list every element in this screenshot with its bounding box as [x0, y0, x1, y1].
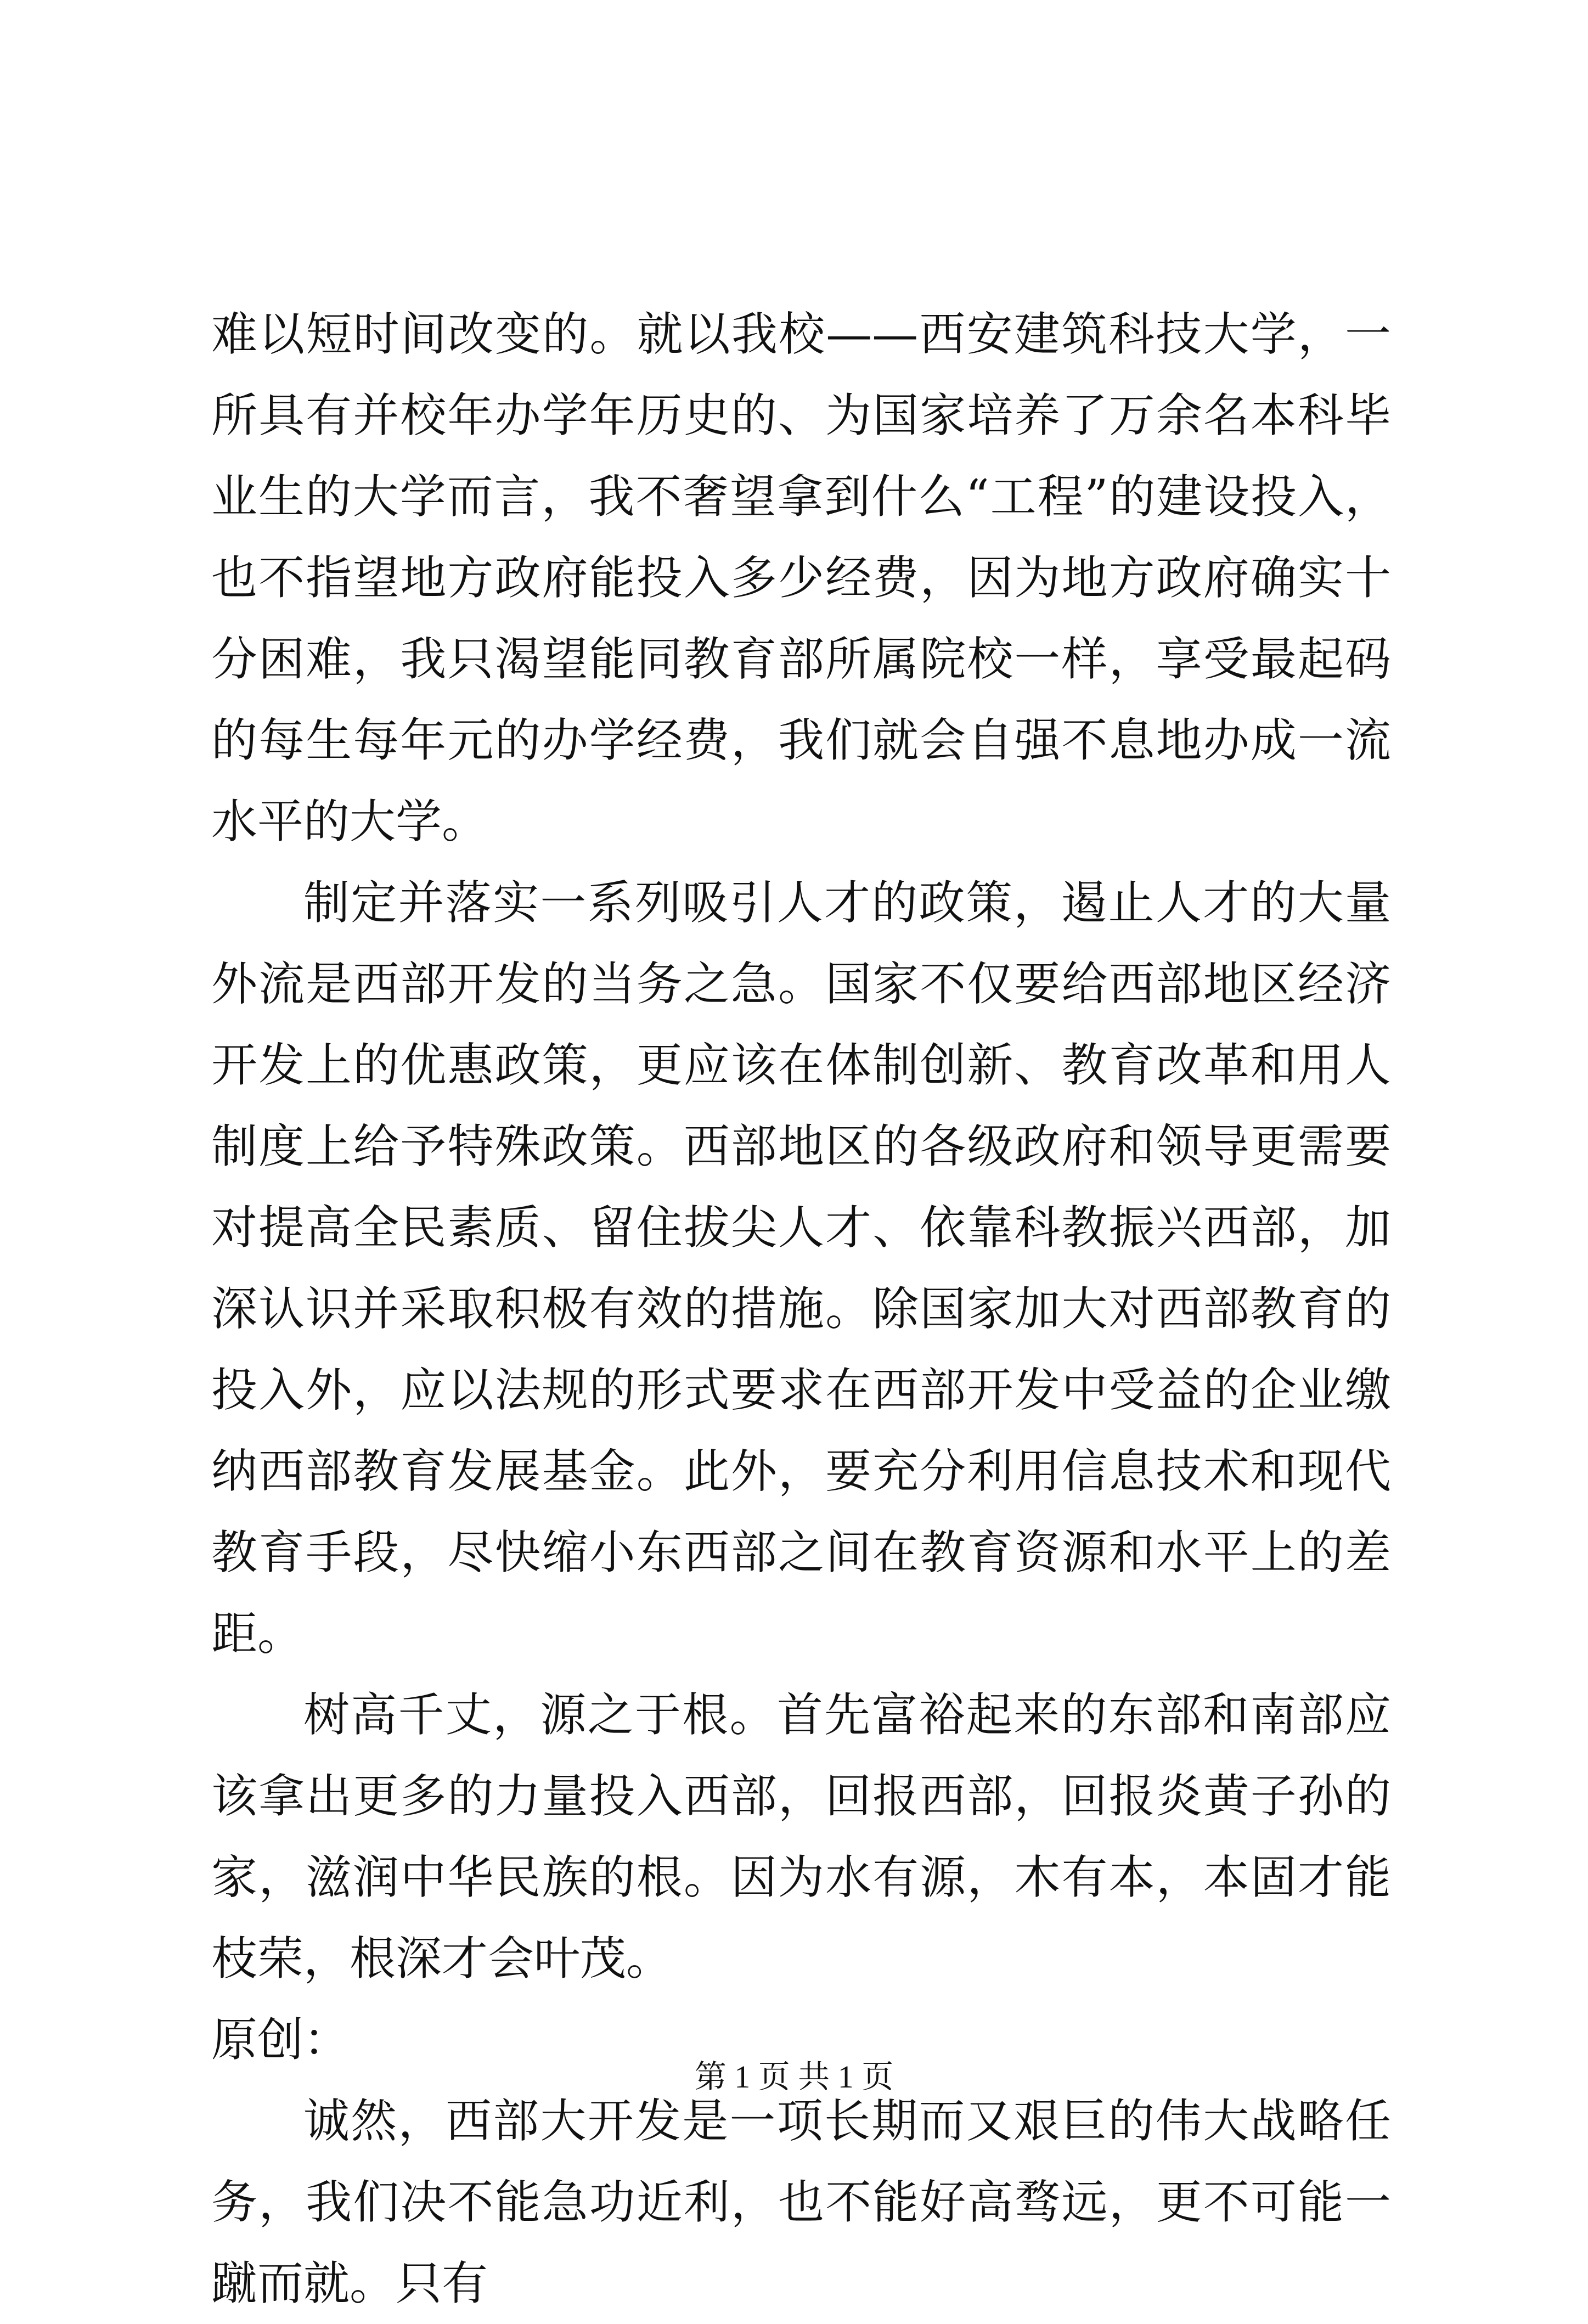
paragraph-1: 难以短时间改变的。就以我校——西安建筑科技大学，一所具有并校年办学年历史的、为国家培养了万余名本科毕业生的大学而言，我不奢望拿到什么“工程”的建设投入，也不指望地方政府能投入多少经费，因为地方政府确实十分困难，我只渴望能同教育部所属院校一样，享受最起码的每生每年元的办学经费，我们就会自强不息地办成一流水平的大学。	[211, 307, 1391, 848]
document-body	[211, 294, 1391, 2324]
paragraph-2: 制定并落实一系列吸引人才的政策，遏止人才的大量外流是西部开发的当务之急。国家不仅要给西部地区经济开发上的优惠政策，更应该在体制创新、教育改革和用人制度上给予特殊政策。西部地区的各级政府和领导更需要对提高全民素质、留住拔尖人才、依靠科教振兴西部，加深认识并采取积极有效的措施。除国家加大对西部教育的投入外，应以法规的形式要求在西部开发中受益的企业缴纳西部教育发展基金。此外，要充分利用信息技术和现代教育手段，尽快缩小东西部之间在教育资源和水平上的差距。	[211, 876, 1391, 1661]
paragraph-3: 树高千丈，源之于根。首先富裕起来的东部和南部应该拿出更多的力量投入西部，回报西部，回报炎黄子孙的家，滋润中华民族的根。因为水有源，木有本，本固才能枝荣，根深才会叶茂。	[211, 1688, 1391, 1985]
paragraph-5: 诚然，西部大开发是一项长期而又艰巨的伟大战略任务，我们决不能急功近利，也不能好高骛远，更不可能一蹴而就。只有	[211, 2094, 1391, 2310]
paragraph-4: 原创：	[211, 2013, 350, 2067]
page-footer: 第 1 页 共 1 页	[694, 2059, 894, 2095]
